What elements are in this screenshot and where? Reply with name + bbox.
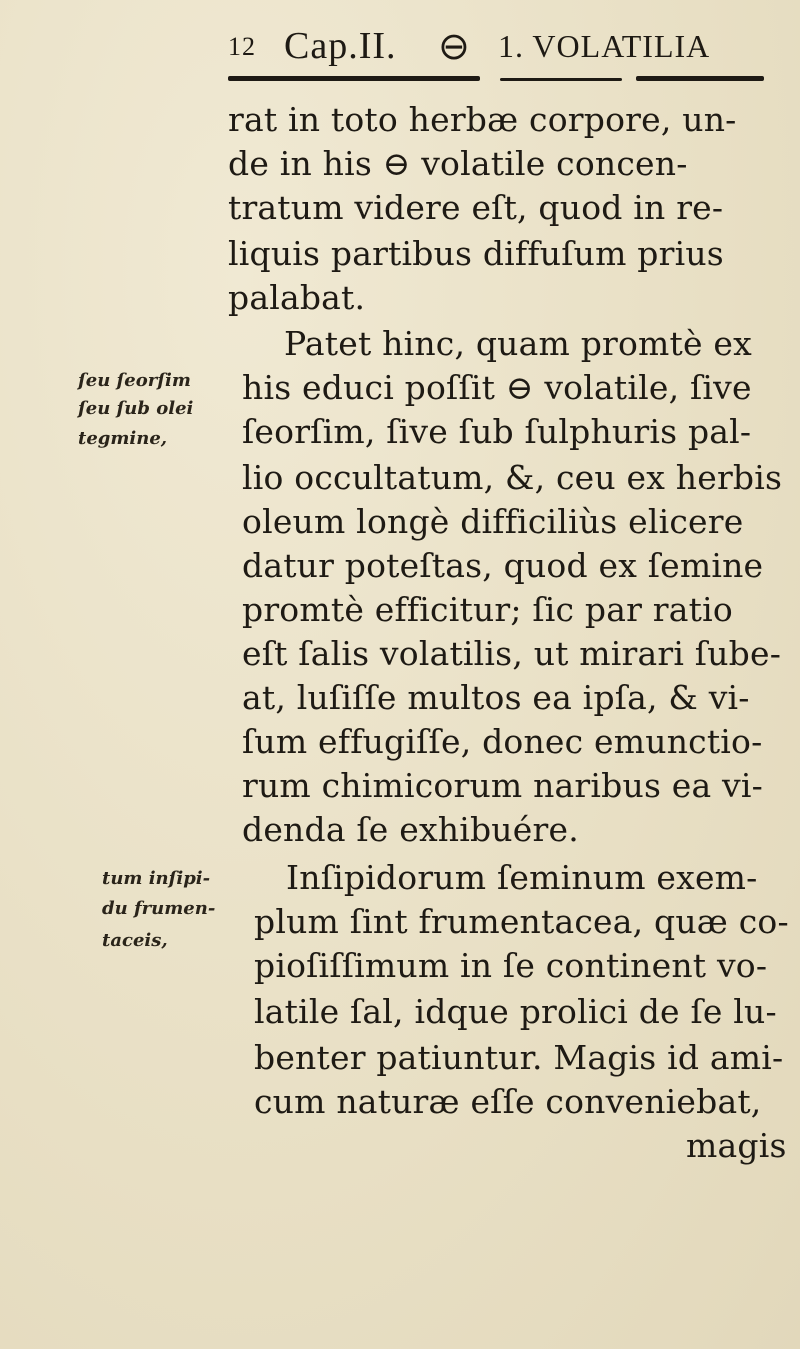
text-line: pioſiſſimum in ſe continent vo-: [254, 946, 768, 985]
text-line: benter patiuntur. Magis id ami-: [254, 1038, 784, 1077]
text-line: ſeorſim, ſive ſub ſulphuris pal-: [242, 412, 752, 451]
text-line: liquis partibus diffuſum prius: [228, 234, 724, 273]
margin-line: ſeu ſub olei: [78, 398, 194, 419]
header-rule-right: [636, 76, 764, 81]
paragraph-start: Patet hinc, quam promtè ex: [284, 324, 752, 363]
running-header: [228, 24, 768, 68]
text-line: denda ſe exhibuére.: [242, 810, 579, 849]
header-rule-left: [228, 76, 480, 81]
text-line: rat in toto herbæ corpore, un-: [228, 100, 737, 139]
chapter-title: Cap.II.: [284, 25, 397, 67]
margin-line: ſeu ſeorſim: [78, 370, 191, 391]
section-title: 1. VOLATILIA: [498, 28, 711, 64]
margin-line: taceis,: [102, 930, 168, 951]
text-line: lio occultatum, &, ceu ex herbis: [242, 458, 783, 497]
text-line: rum chimicorum naribus ea vi-: [242, 766, 764, 805]
text-line: promtè efficitur; ſic par ratio: [242, 590, 733, 629]
catchword: magis: [686, 1126, 787, 1165]
text-line: palabat.: [228, 278, 366, 317]
text-line: oleum longè difficiliùs elicere: [242, 502, 744, 541]
text-line: eſt ſalis volatilis, ut mirari ſube-: [242, 634, 782, 673]
text-line: datur poteſtas, quod ex ſemine: [242, 546, 764, 585]
margin-line: du frumen-: [102, 898, 216, 919]
text-line: cum naturæ eſſe conveniebat,: [254, 1082, 762, 1121]
text-line: at, luſiſſe multos ea ipſa, & vi-: [242, 678, 750, 717]
paragraph-start: Inſipidorum ſeminum exem-: [286, 858, 758, 897]
text-line: his educi poſſit ⊖ volatile, ſive: [242, 368, 752, 407]
text-line: tratum videre eſt, quod in re-: [228, 188, 724, 227]
margin-line: tum inſipi-: [102, 868, 211, 889]
page-number: 12: [228, 32, 256, 61]
text-line: latile ſal, idque prolici de ſe lu-: [254, 992, 777, 1031]
header-rule-mid: [500, 78, 622, 81]
text-line: ſum effugiſſe, donec emunctio-: [242, 722, 763, 761]
margin-line: tegmine,: [78, 428, 168, 449]
text-line: de in his ⊖ volatile concen-: [228, 144, 688, 183]
text-line: plum ſint frumentacea, quæ co-: [254, 902, 789, 941]
salt-symbol-icon: ⊖: [438, 26, 471, 68]
